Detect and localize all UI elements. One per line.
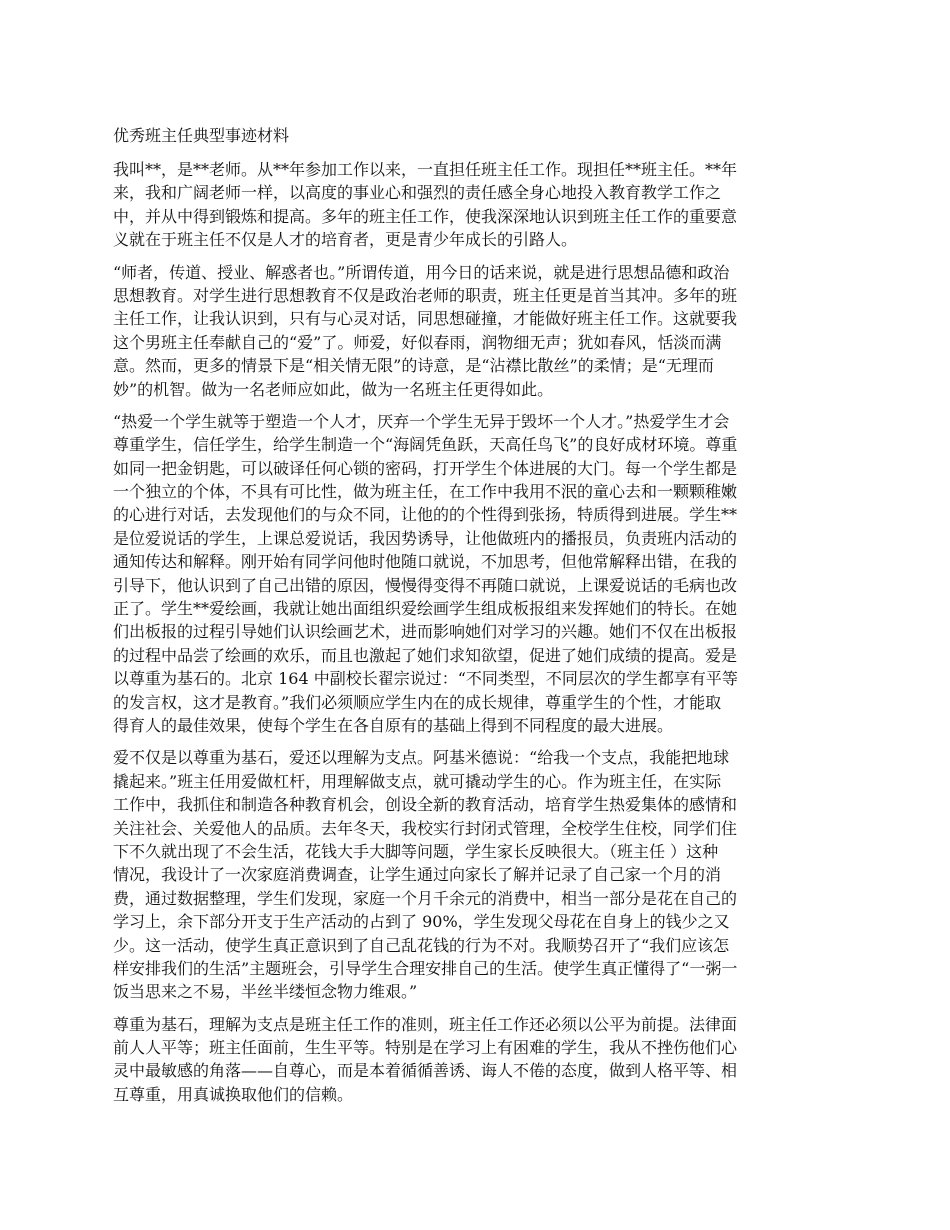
- text-line: 意。然而，更多的情景下是“相关情无限”的诗意，是“沾襟比散丝”的柔情；是“无理而: [113, 356, 714, 376]
- text-line: 的发言权，这才是教育。”我们必须顺应学生内在的成长规律，尊重学生的个性，才能取: [113, 692, 722, 712]
- paragraph: [113, 261, 843, 401]
- text-line: 少。这一活动，使学生真正意识到了自己乱花钱的行为不对。我顺势召开了“我们应该怎: [113, 935, 730, 955]
- text-line: 前人人平等；班主任面前，生生平等。特别是在学习上有困难的学生，我从不挫伤他们心: [113, 1038, 738, 1058]
- text-line: 样安排我们的生活”主题班会，引导学生合理安排自己的生活。使学生真正懂得了“一粥一: [113, 958, 738, 978]
- text-line: 下不久就出现了不会生活，花钱大手大脚等问题，学生家长反映很大。（班主任 ）这种: [113, 841, 719, 861]
- text-line: 我叫**，是**老师。从**年参加工作以来，一直担任班主任工作。现担任**班主任。**年: [113, 160, 738, 179]
- text-line: “师者，传道、授业、解惑者也。”所谓传道，用今日的话来说，就是进行思想品德和政治: [113, 262, 730, 282]
- text-line: 通知传达和解释。刚开始有同学问他时他随口就说，不加思考，但他常解释出错，在我的: [113, 552, 738, 572]
- paragraph: [113, 410, 843, 737]
- text-line: 来，我和广阔老师一样，以高度的事业心和强烈的责任感全身心地投入教育教学工作之: [113, 183, 722, 203]
- text-line: 妙”的机智。做为一名老师应如此，做为一名班主任更得如此。: [113, 379, 554, 399]
- text-line: 互尊重，用真诚换取他们的信赖。: [113, 1084, 354, 1104]
- text-line: 如同一把金钥匙，可以破译任何心锁的密码，打开学生个体进展的大门。每一个学生都是: [113, 458, 738, 478]
- text-line: 的过程中品尝了绘画的欢乐，而且也激起了她们求知欲望，促进了她们成绩的提高。爱是: [113, 645, 738, 665]
- text-line: 正了。学生**爱绘画，我就让她出面组织爱绘画学生组成板报组来发挥她们的特长。在她: [113, 599, 738, 619]
- text-line: 费，通过数据整理，学生们发现，家庭一个月千余元的消费中，相当一部分是花在自己的: [113, 888, 738, 908]
- text-line: 的心进行对话，去发现他们的与众不同，让他的的个性得到张扬，特质得到进展。学生**: [113, 505, 738, 525]
- text-line: 主任工作，让我认识到，只有与心灵对话，同思想碰撞，才能做好班主任工作。这就要我: [113, 309, 738, 329]
- paragraph: [113, 1013, 843, 1107]
- text-line: 这个男班主任奉献自己的“爱”了。师爱，好似春雨，润物细无声；犹如春风，恬淡而满: [113, 332, 722, 352]
- text-line: 情况，我设计了一次家庭消费调查，让学生通过向家长了解并记录了自己家一个月的消: [113, 865, 722, 885]
- text-line: 工作中，我抓住和制造各种教育机会，创设全新的教育活动，培育学生热爱集体的感情和: [113, 795, 738, 815]
- text-line: 思想教育。对学生进行思想教育不仅是政治老师的职责，班主任更是首当其冲。多年的班: [113, 285, 738, 305]
- document-body: [113, 158, 843, 1115]
- text-line: 灵中最敏感的角落——自尊心，而是本着循循善诱、诲人不倦的态度，做到人格平等、相: [113, 1061, 738, 1081]
- text-line: 撬起来。”班主任用爱做杠杆，用理解做支点，就可撬动学生的心。作为班主任，在实际: [113, 771, 722, 791]
- text-line: 是位爱说话的学生，上课总爱说话，我因势诱导，让他做班内的播报员，负责班内活动的: [113, 528, 738, 548]
- text-line: 们出板报的过程引导她们认识绘画艺术，进而影响她们对学习的兴趣。她们不仅在出板报: [113, 622, 738, 642]
- text-line: 引导下，他认识到了自己出错的原因，慢慢得变得不再随口就说，上课爱说话的毛病也改: [113, 575, 738, 595]
- text-line: 一个独立的个体，不具有可比性，做为班主任，在工作中我用不泯的童心去和一颗颗稚嫩: [113, 482, 738, 502]
- text-line: 以尊重为基石的。北京 164 中副校长翟宗说过：“不同类型，不同层次的学生都享有平等: [113, 669, 738, 689]
- text-line: 义就在于班主任不仅是人才的培育者，更是青少年成长的引路人。: [113, 230, 578, 250]
- document-title: 优秀班主任典型事迹材料: [113, 126, 290, 145]
- text-line: 学习上，余下部分开支于生产活动的占到了 90%，学生发现父母花在自身上的钱少之又: [113, 912, 730, 932]
- text-line: 爱不仅是以尊重为基石，爱还以理解为支点。阿基米德说：“给我一个支点，我能把地球: [113, 748, 730, 768]
- text-line: 中，并从中得到锻炼和提高。多年的班主任工作，使我深深地认识到班主任工作的重要意: [113, 206, 738, 226]
- paragraph: [113, 158, 843, 252]
- text-line: 尊重为基石，理解为支点是班主任工作的准则，班主任工作还必须以公平为前提。法律面: [113, 1014, 738, 1034]
- text-line: 得育人的最佳效果，使每个学生在各自原有的基础上得到不同程度的最大进展。: [113, 715, 674, 735]
- text-line: 尊重学生，信任学生，给学生制造一个“海阔凭鱼跃，天高任鸟飞”的良好成材环境。尊重: [113, 435, 738, 455]
- paragraph: [113, 746, 843, 1003]
- text-line: “热爱一个学生就等于塑造一个人才，厌弃一个学生无异于毁坏一个人才。”热爱学生才会: [113, 411, 730, 431]
- text-line: 关注社会、关爱他人的品质。去年冬天，我校实行封闭式管理，全校学生住校，同学们住: [113, 818, 738, 838]
- text-line: 饭当思来之不易，半丝半缕恒念物力维艰。”: [113, 982, 418, 1002]
